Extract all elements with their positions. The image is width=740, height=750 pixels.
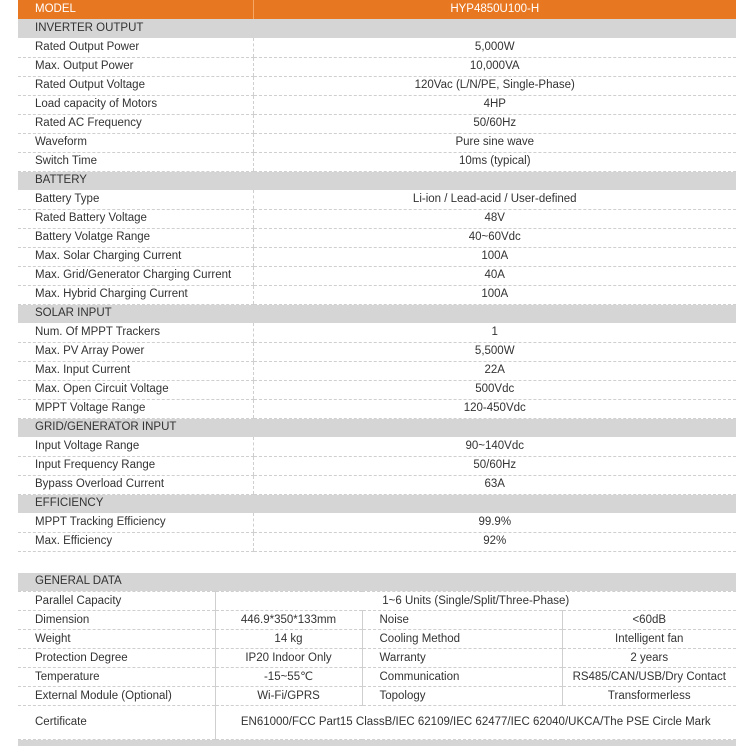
model-value: HYP4850U100-H bbox=[253, 0, 736, 19]
row-value: 99.9% bbox=[253, 513, 736, 532]
row-label: Rated Output Power bbox=[18, 38, 253, 57]
row-value: 48V bbox=[253, 209, 736, 228]
row-value: 50/60Hz bbox=[253, 114, 736, 133]
row-value-2: <60dB bbox=[562, 611, 736, 630]
section-header bbox=[18, 494, 736, 513]
table-row bbox=[18, 133, 736, 152]
certificate-row bbox=[18, 706, 736, 740]
row-label: Max. Output Power bbox=[18, 57, 253, 76]
row-value: 63A bbox=[253, 475, 736, 494]
section-header bbox=[18, 19, 736, 38]
table-row bbox=[18, 611, 736, 630]
spec-table bbox=[18, 0, 736, 552]
row-value: 4HP bbox=[253, 95, 736, 114]
row-label: Max. Efficiency bbox=[18, 532, 253, 551]
section-title: GENERAL DATA bbox=[18, 573, 736, 592]
row-value-2: Intelligent fan bbox=[562, 630, 736, 649]
section-title: SOLAR INPUT bbox=[18, 304, 736, 323]
table-row bbox=[18, 76, 736, 95]
row-label: Dimension bbox=[18, 611, 215, 630]
table-row bbox=[18, 190, 736, 209]
table-row bbox=[18, 95, 736, 114]
row-label: Temperature bbox=[18, 668, 215, 687]
table-row bbox=[18, 38, 736, 57]
row-label: Rated AC Frequency bbox=[18, 114, 253, 133]
table-row bbox=[18, 152, 736, 171]
row-label: Max. Open Circuit Voltage bbox=[18, 380, 253, 399]
row-value: 120Vac (L/N/PE, Single-Phase) bbox=[253, 76, 736, 95]
general-data-table bbox=[18, 573, 736, 741]
row-value-2: RS485/CAN/USB/Dry Contact bbox=[562, 668, 736, 687]
table-row bbox=[18, 57, 736, 76]
table-row bbox=[18, 380, 736, 399]
section-title: EFFICIENCY bbox=[18, 494, 736, 513]
table-row bbox=[18, 456, 736, 475]
section-header bbox=[18, 304, 736, 323]
row-label-2: Noise bbox=[362, 611, 562, 630]
row-label: Num. Of MPPT Trackers bbox=[18, 323, 253, 342]
row-label: Max. Hybrid Charging Current bbox=[18, 285, 253, 304]
table-row bbox=[18, 342, 736, 361]
row-label: Certificate bbox=[18, 706, 215, 740]
table-row bbox=[18, 630, 736, 649]
section-title: BATTERY bbox=[18, 171, 736, 190]
row-value: 1~6 Units (Single/Split/Three-Phase) bbox=[215, 592, 736, 611]
row-label-2: Topology bbox=[362, 687, 562, 706]
section-header bbox=[18, 418, 736, 437]
row-value: 50/60Hz bbox=[253, 456, 736, 475]
table-row bbox=[18, 532, 736, 551]
row-value: 90~140Vdc bbox=[253, 437, 736, 456]
row-label-2: Warranty bbox=[362, 649, 562, 668]
row-value: 500Vdc bbox=[253, 380, 736, 399]
row-value: 10ms (typical) bbox=[253, 152, 736, 171]
row-value: 40~60Vdc bbox=[253, 228, 736, 247]
table-row bbox=[18, 247, 736, 266]
row-label: Bypass Overload Current bbox=[18, 475, 253, 494]
row-value-2: Transformerless bbox=[562, 687, 736, 706]
row-value: 5,500W bbox=[253, 342, 736, 361]
section-header-general bbox=[18, 573, 736, 592]
row-label: MPPT Voltage Range bbox=[18, 399, 253, 418]
row-label: Max. PV Array Power bbox=[18, 342, 253, 361]
row-label: Max. Grid/Generator Charging Current bbox=[18, 266, 253, 285]
row-label-2: Cooling Method bbox=[362, 630, 562, 649]
row-value: 446.9*350*133mm bbox=[215, 611, 362, 630]
table-row bbox=[18, 266, 736, 285]
row-value: 10,000VA bbox=[253, 57, 736, 76]
row-label: Rated Battery Voltage bbox=[18, 209, 253, 228]
row-label: Input Voltage Range bbox=[18, 437, 253, 456]
table-row bbox=[18, 475, 736, 494]
table-row bbox=[18, 668, 736, 687]
row-label: Max. Input Current bbox=[18, 361, 253, 380]
row-label: Max. Solar Charging Current bbox=[18, 247, 253, 266]
model-label: MODEL bbox=[18, 0, 253, 19]
row-value: Pure sine wave bbox=[253, 133, 736, 152]
row-label: Parallel Capacity bbox=[18, 592, 215, 611]
model-row bbox=[18, 0, 736, 19]
row-label: Rated Output Voltage bbox=[18, 76, 253, 95]
row-value: 40A bbox=[253, 266, 736, 285]
row-label: Battery Type bbox=[18, 190, 253, 209]
table-row bbox=[18, 285, 736, 304]
table-row bbox=[18, 513, 736, 532]
row-value: 5,000W bbox=[253, 38, 736, 57]
row-value: 92% bbox=[253, 532, 736, 551]
table-row bbox=[18, 687, 736, 706]
row-label: Waveform bbox=[18, 133, 253, 152]
table-row bbox=[18, 399, 736, 418]
table-row bbox=[18, 114, 736, 133]
footer-bar bbox=[18, 740, 736, 746]
table-row bbox=[18, 323, 736, 342]
row-label: MPPT Tracking Efficiency bbox=[18, 513, 253, 532]
section-title: GRID/GENERATOR INPUT bbox=[18, 418, 736, 437]
row-value: 100A bbox=[253, 247, 736, 266]
row-label-2: Communication bbox=[362, 668, 562, 687]
table-row bbox=[18, 228, 736, 247]
table-row bbox=[18, 209, 736, 228]
row-label: Input Frequency Range bbox=[18, 456, 253, 475]
spec-sheet bbox=[18, 0, 736, 746]
row-label: Switch Time bbox=[18, 152, 253, 171]
table-row bbox=[18, 649, 736, 668]
table-row bbox=[18, 361, 736, 380]
row-label: Load capacity of Motors bbox=[18, 95, 253, 114]
row-label: Protection Degree bbox=[18, 649, 215, 668]
row-label: External Module (Optional) bbox=[18, 687, 215, 706]
row-value: 14 kg bbox=[215, 630, 362, 649]
section-title: INVERTER OUTPUT bbox=[18, 19, 736, 38]
row-label: Weight bbox=[18, 630, 215, 649]
row-value: 22A bbox=[253, 361, 736, 380]
row-value-2: 2 years bbox=[562, 649, 736, 668]
row-value: -15~55℃ bbox=[215, 668, 362, 687]
table-row bbox=[18, 592, 736, 611]
row-value: EN61000/FCC Part15 ClassB/IEC 62109/IEC 62477/IEC 62040/UKCA/The PSE Circle Mark bbox=[215, 706, 736, 740]
row-value: 120-450Vdc bbox=[253, 399, 736, 418]
row-label: Battery Volatge Range bbox=[18, 228, 253, 247]
row-value: Li-ion / Lead-acid / User-defined bbox=[253, 190, 736, 209]
row-value: 1 bbox=[253, 323, 736, 342]
row-value: 100A bbox=[253, 285, 736, 304]
table-row bbox=[18, 437, 736, 456]
row-value: IP20 Indoor Only bbox=[215, 649, 362, 668]
section-header bbox=[18, 171, 736, 190]
row-value: Wi-Fi/GPRS bbox=[215, 687, 362, 706]
